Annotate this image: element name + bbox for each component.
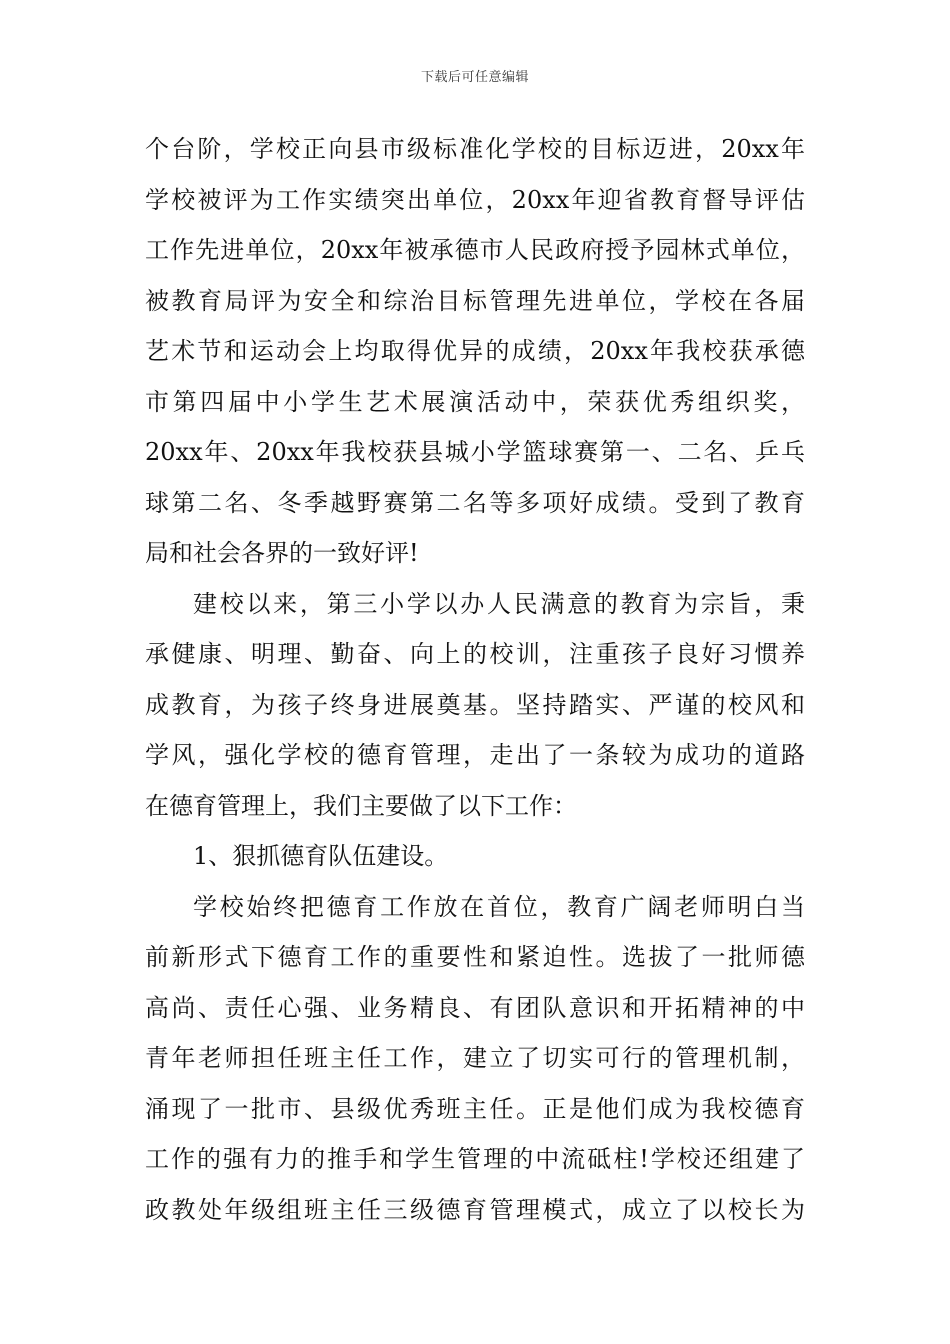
text-line: 前新形式下德育工作的重要性和紧迫性。选拔了一批师德	[145, 943, 805, 971]
text-line: 工作先进单位，20xx年被承德市人民政府授予园林式单位，	[145, 236, 805, 264]
text-line: 球第二名、冬季越野赛第二名等多项好成绩。受到了教育	[145, 488, 805, 517]
paragraph-first-line: 建校以来，第三小学以办人民满意的教育为宗旨，秉	[193, 589, 805, 618]
text-line: 高尚、责任心强、业务精良、有团队意识和开拓精神的中	[145, 993, 805, 1022]
page-header: 下载后可任意编辑	[420, 70, 529, 85]
text-line: 承健康、明理、勤奋、向上的校训，注重孩子良好习惯养	[145, 640, 805, 668]
section-heading: 1、狠抓德育队伍建设。	[193, 842, 449, 870]
text-line: 工作的强有力的推手和学生管理的中流砥柱!学校还组建了	[145, 1145, 805, 1173]
text-line: 学校被评为工作实绩突出单位，20xx年迎省教育督导评估	[145, 185, 805, 214]
text-line: 市第四届中小学生艺术展演活动中，荣获优秀组织奖，	[145, 387, 805, 416]
text-line: 涌现了一批市、县级优秀班主任。正是他们成为我校德育	[145, 1094, 805, 1123]
text-line: 艺术节和运动会上均取得优异的成绩，20xx年我校获承德	[145, 337, 805, 365]
text-line: 成教育，为孩子终身进展奠基。坚持踏实、严谨的校风和	[145, 690, 805, 719]
text-line: 青年老师担任班主任工作，建立了切实可行的管理机制，	[145, 1044, 805, 1072]
text-line: 20xx年、20xx年我校获县城小学篮球赛第一、二名、乒乓	[145, 438, 805, 466]
text-line: 被教育局评为安全和综治目标管理先进单位，学校在各届	[145, 286, 805, 315]
text-line: 在德育管理上，我们主要做了以下工作：	[145, 791, 577, 820]
text-line: 政教处年级组班主任三级德育管理模式，成立了以校长为	[145, 1195, 805, 1224]
document-body	[145, 124, 805, 1235]
text-line: 学风，强化学校的德育管理，走出了一条较为成功的道路	[145, 741, 805, 769]
text-line: 局和社会各界的一致好评!	[145, 539, 419, 567]
text-line: 个台阶，学校正向县市级标准化学校的目标迈进，20xx年	[145, 135, 805, 163]
paragraph-first-line: 学校始终把德育工作放在首位，教育广阔老师明白当	[193, 892, 805, 921]
